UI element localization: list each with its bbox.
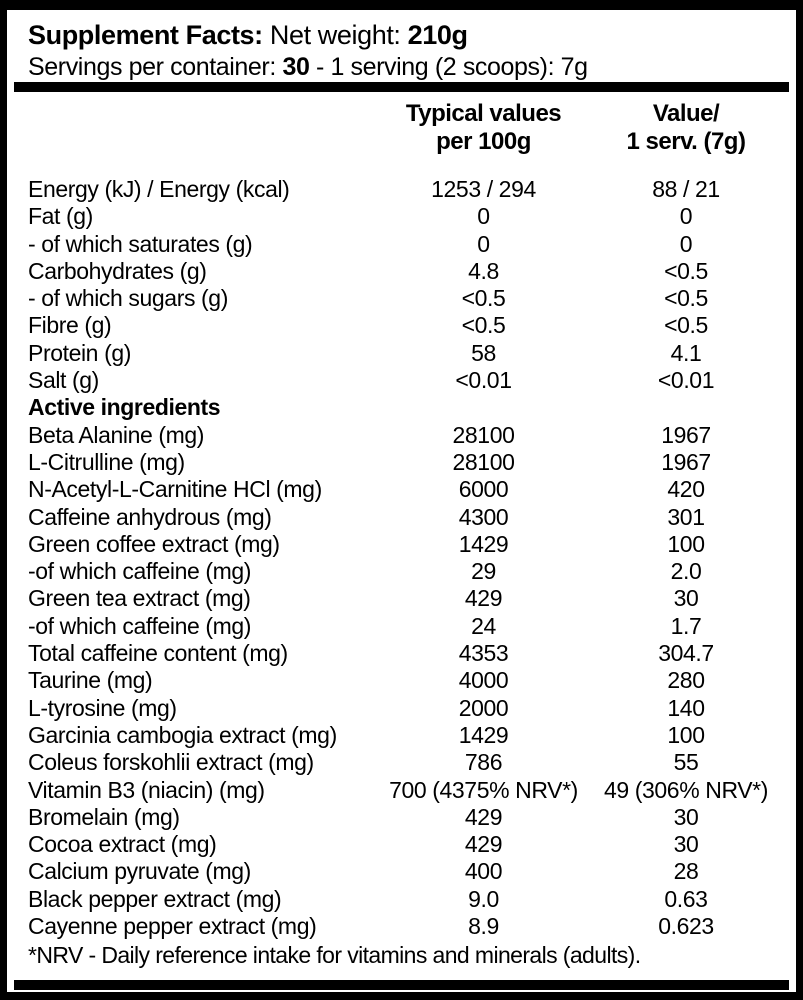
value-per-serving: 140 [667, 694, 705, 721]
value-per-serving: 49 (306% NRV*) [603, 776, 768, 803]
value-per-100g: 429 [464, 585, 503, 612]
servings-count: 30 [282, 53, 310, 81]
value-per-serving: 28 [673, 858, 699, 885]
row-label: - of which saturates (g) [28, 230, 253, 257]
servings-label: Servings per container: [28, 53, 276, 81]
value-per-serving: 100 [667, 530, 705, 557]
row-label: Cayenne pepper extract (mg) [28, 913, 317, 940]
value-per-serving: 100 [667, 721, 705, 748]
row-label: L-Citrulline (mg) [28, 448, 185, 475]
row-label: Carbohydrates (g) [28, 257, 207, 284]
table-row [7, 476, 796, 503]
column-headers [7, 100, 796, 156]
label-title: Supplement Facts: [28, 20, 263, 50]
row-label: Salt (g) [28, 367, 99, 394]
value-per-100g: 9.0 [468, 885, 499, 912]
row-label: Black pepper extract (mg) [28, 885, 282, 912]
value-per-serving: 0.63 [664, 885, 708, 912]
value-per-100g: <0.01 [455, 367, 512, 394]
label-header [7, 10, 796, 82]
row-label: Caffeine anhydrous (mg) [28, 503, 272, 530]
table-row [7, 258, 796, 285]
value-per-100g: 24 [471, 612, 496, 639]
row-label: Green coffee extract (mg) [28, 530, 280, 557]
table-row [7, 777, 796, 804]
row-label: Taurine (mg) [28, 667, 153, 694]
column-header-line: 1 serv. (7g) [626, 128, 746, 155]
section-header-row [7, 394, 796, 421]
table-row [7, 695, 796, 722]
value-per-serving: <0.5 [664, 257, 708, 284]
value-per-100g: 0 [477, 203, 490, 230]
row-label: Vitamin B3 (niacin) (mg) [28, 776, 265, 803]
row-label: Energy (kJ) / Energy (kcal) [28, 176, 290, 202]
divider-bar-top [14, 82, 789, 92]
row-label: - of which sugars (g) [28, 285, 228, 312]
header-line-2 [28, 52, 786, 82]
value-per-100g: 2000 [458, 694, 509, 721]
value-per-serving: 1967 [661, 421, 711, 448]
table-row [7, 831, 796, 858]
value-per-100g: 6000 [458, 476, 509, 503]
value-per-100g: 429 [464, 831, 503, 858]
table-row [7, 312, 796, 339]
table-row [7, 531, 796, 558]
row-label: N-Acetyl-L-Carnitine HCl (mg) [28, 476, 322, 503]
row-label: Green tea extract (mg) [28, 585, 251, 612]
column-header-per-serving [586, 100, 786, 156]
column-header-spacer [28, 100, 381, 156]
table-row [7, 613, 796, 640]
value-per-100g: 8.9 [468, 913, 499, 940]
value-per-100g: 4300 [458, 503, 509, 530]
table-row [7, 422, 796, 449]
value-per-100g: 1429 [458, 721, 509, 748]
nutrition-table [7, 176, 796, 940]
value-per-100g: 4.8 [468, 257, 499, 284]
value-per-serving: <0.5 [664, 312, 708, 339]
nrv-footnote: *NRV - Daily reference intake for vitamins and minerals (adults). [28, 942, 641, 969]
column-header-line: per 100g [436, 128, 531, 155]
net-weight-label: Net weight: [269, 20, 401, 50]
value-per-serving: 0 [679, 230, 693, 257]
value-per-serving: 1.7 [670, 612, 702, 639]
column-header-line: Typical values [405, 100, 562, 127]
column-header-line: Value/ [652, 100, 720, 127]
value-per-100g: 29 [471, 558, 496, 585]
value-per-serving: 0 [679, 203, 693, 230]
row-label: Bromelain (mg) [28, 803, 180, 830]
column-header-per-100g [381, 100, 586, 156]
value-per-100g: 429 [464, 803, 503, 830]
value-per-serving: 2.0 [670, 558, 702, 585]
table-row [7, 285, 796, 312]
row-label: Calcium pyruvate (mg) [28, 858, 251, 885]
divider-bar-bottom [14, 980, 789, 990]
table-row [7, 749, 796, 776]
value-per-100g: 0 [477, 230, 490, 257]
value-per-100g: 1253 / 294 [431, 176, 536, 202]
serving-detail: - 1 serving (2 scoops): 7g [316, 53, 588, 81]
table-row [7, 176, 796, 203]
value-per-serving: 30 [673, 831, 699, 858]
table-row [7, 804, 796, 831]
header-line-1 [28, 18, 786, 52]
row-label: Fibre (g) [28, 312, 112, 339]
value-per-serving: 4.1 [670, 339, 702, 366]
table-row [7, 449, 796, 476]
table-row [7, 367, 796, 394]
row-label: Protein (g) [28, 339, 131, 366]
row-label: Active ingredients [28, 394, 221, 421]
row-label: -of which caffeine (mg) [28, 612, 252, 639]
value-per-serving [586, 394, 786, 421]
row-label: L-tyrosine (mg) [28, 694, 177, 721]
value-per-100g: 4353 [458, 640, 509, 667]
value-per-serving: 1967 [661, 448, 711, 475]
value-per-serving: 301 [667, 503, 705, 530]
row-label: Fat (g) [28, 203, 93, 230]
table-row [7, 340, 796, 367]
value-per-serving: 30 [673, 803, 699, 830]
value-per-100g [381, 394, 586, 421]
table-row [7, 913, 796, 940]
table-row [7, 722, 796, 749]
value-per-100g: 786 [464, 749, 503, 776]
row-label: Coleus forskohlii extract (mg) [28, 749, 314, 776]
table-row [7, 640, 796, 667]
table-row [7, 858, 796, 885]
table-row [7, 203, 796, 230]
value-per-100g: 28100 [452, 448, 515, 475]
value-per-serving: 55 [673, 749, 699, 776]
row-label: -of which caffeine (mg) [28, 558, 252, 585]
value-per-100g: <0.5 [461, 285, 506, 312]
value-per-serving: <0.5 [664, 285, 708, 312]
value-per-100g: 1429 [458, 530, 509, 557]
table-row [7, 558, 796, 585]
value-per-serving: 420 [667, 476, 705, 503]
value-per-100g: 700 (4375% NRV*) [389, 776, 578, 803]
table-row [7, 231, 796, 258]
value-per-serving: 30 [673, 585, 699, 612]
value-per-serving: 304.7 [658, 640, 714, 667]
value-per-100g: 400 [464, 858, 503, 885]
table-row [7, 504, 796, 531]
table-row [7, 886, 796, 913]
value-per-serving: <0.01 [657, 367, 715, 394]
row-label: Cocoa extract (mg) [28, 831, 217, 858]
value-per-100g: 28100 [452, 421, 515, 448]
value-per-100g: 58 [471, 339, 496, 366]
net-weight-value: 210g [407, 20, 468, 50]
row-label: Garcinia cambogia extract (mg) [28, 721, 337, 748]
value-per-100g: 4000 [458, 667, 509, 694]
row-label: Total caffeine content (mg) [28, 640, 288, 667]
value-per-serving: 88 / 21 [652, 176, 720, 202]
value-per-serving: 280 [667, 667, 705, 694]
value-per-serving: 0.623 [658, 913, 714, 940]
table-row [7, 585, 796, 612]
value-per-100g: <0.5 [461, 312, 506, 339]
row-label: Beta Alanine (mg) [28, 421, 205, 448]
table-row [7, 667, 796, 694]
